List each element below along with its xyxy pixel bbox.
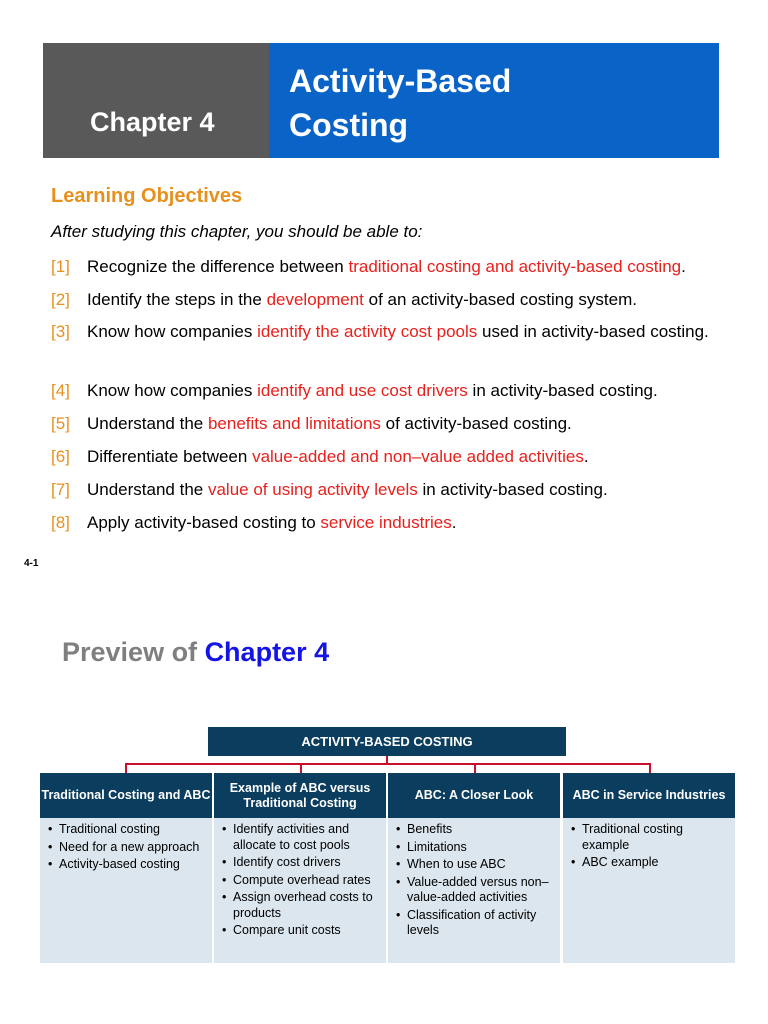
chapter-label-box bbox=[43, 43, 269, 158]
objective-text bbox=[87, 378, 658, 403]
objective-text-part: Recognize the difference between bbox=[87, 257, 349, 276]
list-item: • Value-added versus non–value-added activities bbox=[396, 875, 554, 906]
objective-item bbox=[51, 287, 741, 312]
list-item: • Compare unit costs bbox=[222, 923, 380, 939]
objective-text bbox=[87, 444, 589, 469]
objective-number: [1] bbox=[51, 257, 70, 276]
objective-text-part: . bbox=[583, 447, 589, 466]
objective-text-part: . bbox=[681, 257, 686, 276]
objective-text-part: Understand the bbox=[87, 480, 208, 499]
list-item: • Need for a new approach bbox=[48, 840, 206, 856]
objective-highlight: value of using activity levels bbox=[207, 480, 418, 499]
chapter-label: Chapter 4 bbox=[90, 107, 215, 137]
objective-highlight: traditional costing and activity-based costing bbox=[348, 257, 682, 276]
objective-item bbox=[51, 510, 741, 535]
list-item: • Traditional costing example bbox=[571, 822, 729, 853]
org-chart-column-header: ABC: A Closer Look bbox=[388, 773, 560, 818]
objectives-intro: After studying this chapter, you should be able to: bbox=[51, 222, 423, 241]
chapter-title-box bbox=[269, 43, 719, 158]
objective-text bbox=[87, 411, 572, 436]
objective-text bbox=[87, 477, 608, 502]
list-item: • Identify activities and allocate to cost pools bbox=[222, 822, 380, 853]
objective-number: [6] bbox=[51, 447, 70, 466]
objective-item bbox=[51, 477, 741, 502]
objective-text-part: Understand the bbox=[87, 414, 208, 433]
objective-number: [8] bbox=[51, 513, 70, 532]
preview-chapter: Chapter 4 bbox=[204, 637, 330, 667]
org-chart-column bbox=[214, 773, 386, 963]
list-item: • Benefits bbox=[396, 822, 554, 838]
objective-number: [2] bbox=[51, 290, 70, 309]
org-chart-column bbox=[388, 773, 560, 963]
org-chart-column-body bbox=[214, 818, 386, 963]
chapter-banner bbox=[43, 43, 719, 158]
objective-item bbox=[51, 319, 741, 344]
objective-item bbox=[51, 444, 741, 469]
org-chart-column-header: ABC in Service Industries bbox=[563, 773, 735, 818]
learning-objectives-heading: Learning Objectives bbox=[51, 185, 243, 207]
preview-heading bbox=[62, 637, 329, 668]
org-chart-column-header: Example of ABC versus Traditional Costing bbox=[214, 773, 386, 818]
objective-text-part: used in activity-based costing. bbox=[477, 322, 709, 341]
objective-number: [7] bbox=[51, 480, 70, 499]
objective-highlight: value-added and non–value added activities bbox=[252, 447, 584, 466]
objective-text-part: in activity-based costing. bbox=[467, 381, 658, 400]
list-item: • ABC example bbox=[571, 855, 729, 871]
list-item: • Identify cost drivers bbox=[222, 855, 380, 871]
list-item: • Classification of activity levels bbox=[396, 908, 554, 939]
objective-item bbox=[51, 378, 741, 403]
objective-text bbox=[87, 319, 709, 344]
objective-text-part: Apply activity-based costing to bbox=[87, 513, 321, 532]
list-item: • Assign overhead costs to products bbox=[222, 890, 380, 921]
list-item: • Limitations bbox=[396, 840, 554, 856]
objective-number: [4] bbox=[51, 381, 70, 400]
org-chart-column bbox=[40, 773, 212, 963]
objective-text-part: Know how companies bbox=[87, 381, 258, 400]
org-chart-column-body bbox=[388, 818, 560, 963]
objective-number: [5] bbox=[51, 414, 70, 433]
list-item: • Traditional costing bbox=[48, 822, 206, 838]
objective-highlight: identify and use cost drivers bbox=[257, 381, 468, 400]
objective-item bbox=[51, 411, 741, 436]
objective-text-part: of activity-based costing. bbox=[380, 414, 572, 433]
objective-text-part: Differentiate between bbox=[87, 447, 253, 466]
org-chart-column-body bbox=[40, 818, 212, 963]
objective-text-part: Identify the steps in the bbox=[87, 290, 267, 309]
objective-text bbox=[87, 254, 686, 279]
objective-highlight: benefits and limitations bbox=[207, 414, 381, 433]
chapter-title-line2: Costing bbox=[289, 107, 409, 143]
connector-line bbox=[125, 763, 651, 765]
org-chart-column-body bbox=[563, 818, 735, 963]
org-chart-top-box: ACTIVITY-BASED COSTING bbox=[208, 727, 566, 756]
page-number: 4-1 bbox=[24, 558, 39, 569]
objective-text-part: of an activity-based costing system. bbox=[363, 290, 637, 309]
objective-text bbox=[87, 510, 456, 535]
list-item: • Compute overhead rates bbox=[222, 873, 380, 889]
chapter-title-line1: Activity-Based bbox=[289, 63, 512, 99]
org-chart-column bbox=[563, 773, 735, 963]
objective-text-part: . bbox=[451, 513, 457, 532]
org-chart-column-header: Traditional Costing and ABC bbox=[40, 773, 212, 818]
objective-highlight: identify the activity cost pools bbox=[257, 322, 478, 341]
objective-text-part: in activity-based costing. bbox=[417, 480, 608, 499]
preview-prefix: Preview of bbox=[62, 637, 205, 667]
objective-highlight: service industries bbox=[320, 513, 452, 532]
objective-text-part: Know how companies bbox=[87, 322, 258, 341]
objective-highlight: development bbox=[266, 290, 364, 309]
objective-number: [3] bbox=[51, 322, 70, 341]
objective-text bbox=[87, 287, 637, 312]
list-item: • When to use ABC bbox=[396, 857, 554, 873]
objective-item bbox=[51, 254, 741, 279]
list-item: • Activity-based costing bbox=[48, 857, 206, 873]
